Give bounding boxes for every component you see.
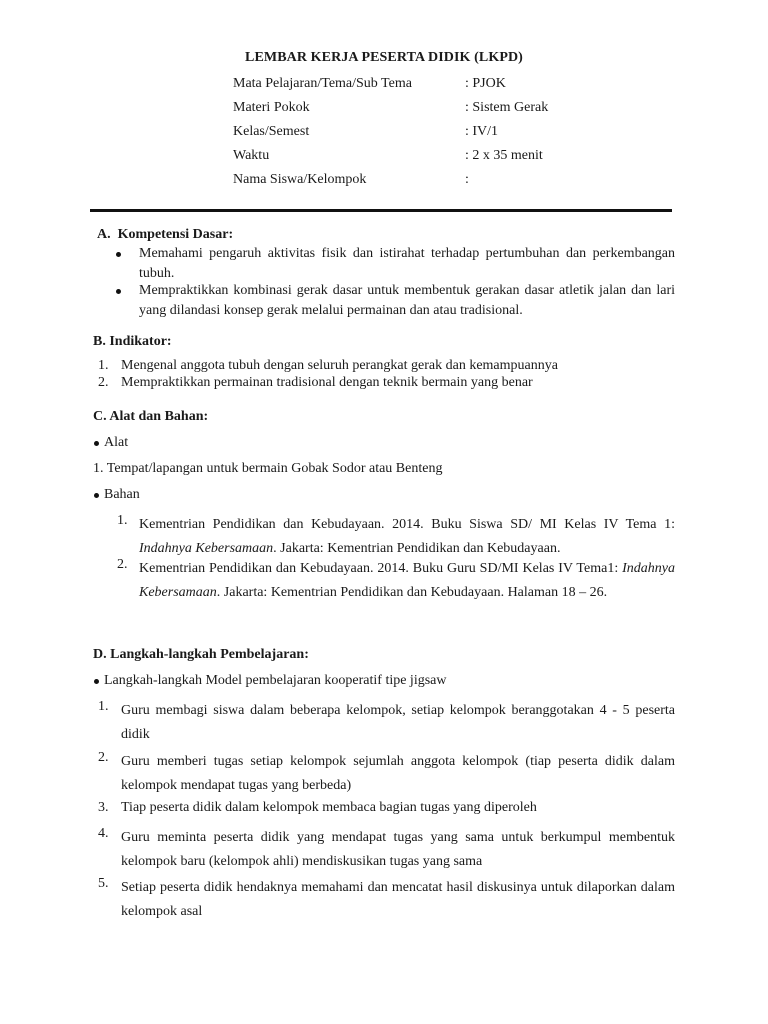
meta-label: Kelas/Semest xyxy=(233,124,310,139)
step-item: Guru membagi siswa dalam beberapa kelompok, setiap kelompok beranggotakan 4 - 5 peserta didik xyxy=(121,703,675,742)
list-number: 2. xyxy=(117,557,128,572)
section-c-heading: C. Alat dan Bahan: xyxy=(93,409,209,424)
list-number: 5. xyxy=(98,876,109,891)
section-b-heading: B. Indikator: xyxy=(93,334,172,349)
bullet-icon xyxy=(116,289,121,294)
reference-text: . Jakarta: Kementrian Pendidikan dan Kebudayaan. Halaman 18 – 26. xyxy=(216,585,608,600)
list-number: 1. xyxy=(98,358,109,373)
list-number: 1. xyxy=(117,513,128,528)
header-divider xyxy=(90,209,672,212)
bullet-icon xyxy=(94,441,99,446)
meta-value: : 2 x 35 menit xyxy=(465,148,543,163)
materials-label: Bahan xyxy=(104,487,140,502)
meta-label: Mata Pelajaran/Tema/Sub Tema xyxy=(233,76,412,91)
competency-item: Memahami pengaruh aktivitas fisik dan istirahat terhadap pertumbuhan dan perkembangan tubuh. xyxy=(139,246,675,281)
step-item: Guru memberi tugas setiap kelompok sejumlah anggota kelompok (tiap peserta didik dalam kelompok mendapat tugas yang berbeda) xyxy=(121,754,675,793)
list-number: 1. xyxy=(98,699,109,714)
reference-book-title: Indahnya Kebersamaan xyxy=(139,541,274,556)
competency-item: Mempraktikkan kombinasi gerak dasar untuk membentuk gerakan dasar atletik jalan dan lari yang dilandasi konsep gerak melalui permainan dan atau tradisional. xyxy=(139,283,675,318)
bullet-icon xyxy=(94,493,99,498)
list-number: 4. xyxy=(98,826,109,841)
meta-label: Materi Pokok xyxy=(233,100,310,115)
list-number: 2. xyxy=(98,750,109,765)
meta-value: : Sistem Gerak xyxy=(465,100,549,115)
meta-value: : PJOK xyxy=(465,76,506,91)
reference-book-title: Indahnya Kebersamaan xyxy=(139,561,675,600)
section-a-heading xyxy=(97,227,233,243)
list-number: 2. xyxy=(98,375,109,390)
reference-text: . Jakarta: Kementrian Pendidikan dan Kebudayaan. xyxy=(273,541,561,556)
step-item: Tiap peserta didik dalam kelompok membaca bagian tugas yang diperoleh xyxy=(121,800,537,815)
reference-text: Kementrian Pendidikan dan Kebudayaan. 2014. Buku Siswa SD/ MI Kelas IV Tema 1: xyxy=(139,517,675,532)
steps-intro: Langkah-langkah Model pembelajaran kooperatif tipe jigsaw xyxy=(104,673,447,688)
reference-text: Kementrian Pendidikan dan Kebudayaan. 2014. Buku Guru SD/MI Kelas IV Tema1: xyxy=(139,561,623,576)
document-title: LEMBAR KERJA PESERTA DIDIK (LKPD) xyxy=(245,50,523,65)
meta-label: Waktu xyxy=(233,148,270,163)
reference-item xyxy=(139,557,675,605)
meta-label: Nama Siswa/Kelompok xyxy=(233,172,367,187)
section-d-heading: D. Langkah-langkah Pembelajaran: xyxy=(93,647,309,662)
bullet-icon xyxy=(94,679,99,684)
section-title: Kompetensi Dasar: xyxy=(117,227,234,242)
indicator-item: Mempraktikkan permainan tradisional dengan teknik bermain yang benar xyxy=(121,375,533,390)
indicator-item: Mengenal anggota tubuh dengan seluruh perangkat gerak dan kemampuannya xyxy=(121,358,558,373)
meta-value: : IV/1 xyxy=(465,124,499,139)
step-item: Setiap peserta didik hendaknya memahami dan mencatat hasil diskusinya untuk dilaporkan dalam kelompok asal xyxy=(121,880,675,919)
bullet-icon xyxy=(116,252,121,257)
tools-item: 1. Tempat/lapangan untuk bermain Gobak Sodor atau Benteng xyxy=(93,461,443,476)
reference-item xyxy=(139,513,675,561)
section-letter: A. xyxy=(97,227,111,242)
step-item: Guru meminta peserta didik yang mendapat tugas yang sama untuk berkumpul membentuk kelompok baru (kelompok ahli) mendiskusikan tugas yang sama xyxy=(121,830,675,869)
meta-value: : xyxy=(465,172,469,187)
list-number: 3. xyxy=(98,800,109,815)
tools-label: Alat xyxy=(104,435,129,450)
